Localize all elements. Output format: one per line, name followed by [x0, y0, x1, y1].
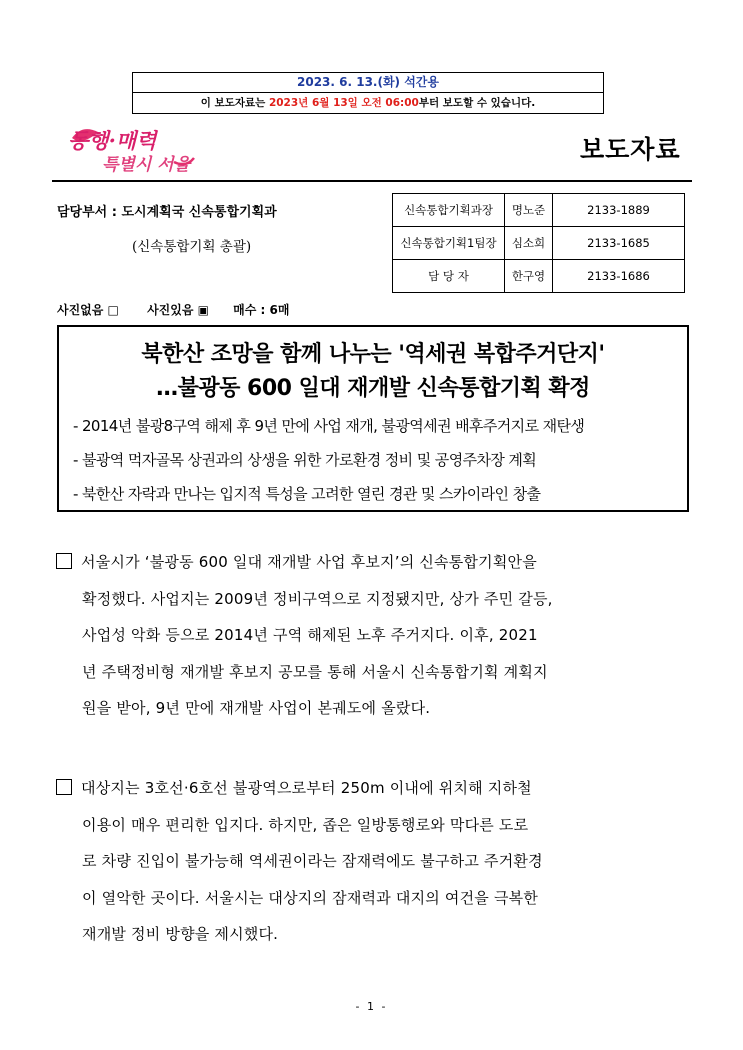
headline-bullet: - 불광역 먹자골목 상권과의 상생을 위한 가로환경 정비 및 공영주차장 계획: [73, 451, 537, 469]
paragraph-line: 사업성 악화 등으로 2014년 구역 해제된 노후 주거지다. 이후, 2021: [82, 626, 538, 644]
contact-row: [393, 194, 685, 227]
department-label: 담당부서 : 도시계획국 신속통합기획과: [57, 205, 277, 220]
paragraph-line: 확정했다. 사업지는 2009년 정비구역으로 지정됐지만, 상가 주민 갈등,: [82, 589, 553, 608]
contact-phone: 2133-1889: [553, 194, 685, 227]
photo-count: 매수 : 6매: [233, 303, 290, 317]
no-photo-label: 사진없음 □: [57, 303, 119, 317]
paragraph-line: 로 차량 진입이 불가능해 역세권이라는 잠재력에도 불구하고 주거환경: [82, 852, 543, 870]
contact-phone: 2133-1685: [553, 227, 685, 260]
contact-name: 명노준: [505, 194, 553, 227]
embargo-note-prefix: 이 보도자료는: [200, 97, 269, 109]
paragraph-first-line: 대상지는 3호선·6호선 불광역으로부터 250m 이내에 위치해 지하철: [81, 779, 532, 797]
embargo-date: 2023. 6. 13.(화) 석간용: [133, 73, 603, 93]
contact-table: [392, 193, 685, 293]
paragraph-line: 년 주택정비형 재개발 후보지 공모를 통해 서울시 신속통합기획 계획지: [82, 662, 548, 681]
paragraph-line: 이 열악한 곳이다. 서울시는 대상지의 잠재력과 대지의 여건을 극복한: [82, 888, 539, 907]
header-divider: [52, 180, 692, 182]
contact-row: [393, 227, 685, 260]
paragraph-line: 원을 받아, 9년 만에 재개발 사업이 본궤도에 올랐다.: [82, 699, 431, 717]
embargo-note: [133, 93, 603, 113]
body-paragraph: [56, 770, 690, 953]
paragraph-first-line: 서울시가 ‘불광동 600 일대 재개발 사업 후보지’의 신속통합기획안을: [81, 553, 537, 571]
photo-info: [57, 301, 289, 318]
headline-bullet: - 북한산 자락과 만나는 입지적 특성을 고려한 열린 경관 및 스카이라인 창출: [73, 485, 541, 503]
contact-role: 신속통합기획1팀장: [393, 227, 505, 260]
seoul-logo: [62, 118, 202, 176]
body-paragraph: [56, 544, 690, 727]
contact-name: 심소희: [505, 227, 553, 260]
paragraph-line: 이용이 매우 편리한 입지다. 하지만, 좁은 일방통행로와 막다른 도로: [82, 815, 529, 834]
paragraph-line: 재개발 정비 방향을 제시했다.: [82, 925, 279, 943]
headline-line2: …불광동 600 일대 재개발 신속통합기획 확정: [156, 376, 590, 401]
headline-box: [57, 325, 689, 512]
logo-line2: 특별시 서울: [102, 155, 191, 175]
logo-line1: 동행·매력: [68, 128, 157, 153]
contact-role: 신속통합기획과장: [393, 194, 505, 227]
contact-row: [393, 260, 685, 293]
contact-role: 담 당 자: [393, 260, 505, 293]
embargo-note-suffix: 부터 보도할 수 있습니다.: [418, 97, 536, 109]
contact-name: 한구영: [505, 260, 553, 293]
with-photo-label: 사진있음 ▣: [147, 303, 209, 317]
embargo-box: [132, 72, 604, 114]
page-number: - 1 -: [355, 1000, 388, 1013]
contact-phone: 2133-1686: [553, 260, 685, 293]
department-sub: (신속통합기획 총괄): [132, 239, 252, 255]
headline-line1: 북한산 조망을 함께 나누는 '역세권 복합주거단지': [141, 342, 605, 367]
checkbox-bullet-icon: [56, 779, 72, 795]
embargo-time: 2023년 6월 13일 오전 06:00: [268, 97, 419, 109]
press-release-title: 보도자료: [580, 135, 681, 164]
headline-bullet: - 2014년 불광8구역 해제 후 9년 만에 사업 재개, 불광역세권 배후주거지로 재탄생: [73, 417, 585, 435]
checkbox-bullet-icon: [56, 553, 72, 569]
paragraph-line: [56, 544, 690, 581]
paragraph-line: [56, 770, 690, 807]
